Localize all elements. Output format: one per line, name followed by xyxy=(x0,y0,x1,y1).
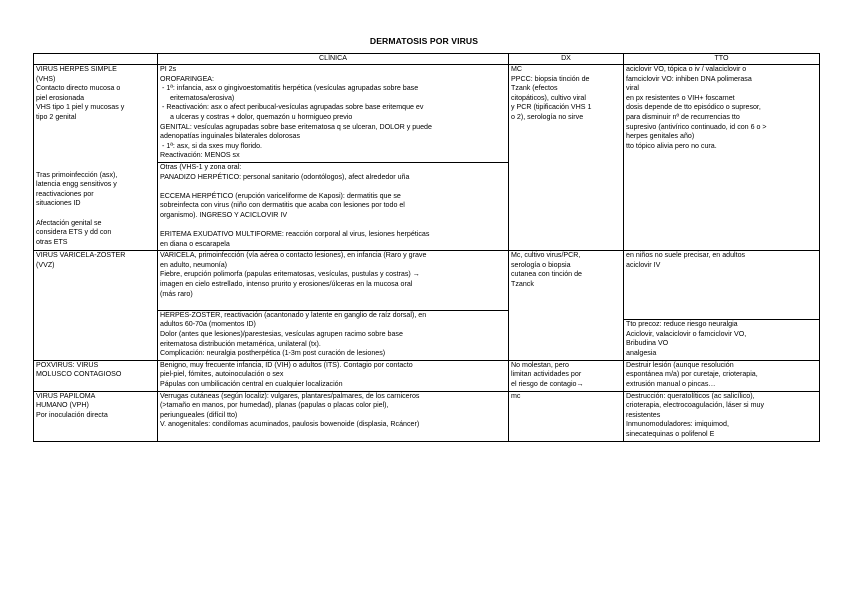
papiloma-tto-cell: Destrucción: queratolíticos (ac salicílico), crioterapia, electrocoagulación, láser si muy resistentes Inmunomoduladores: imiquimod, sinecatequinas o polifenol E xyxy=(624,391,820,441)
row-poxvirus xyxy=(34,360,820,391)
papiloma-name-cell: VIRUS PAPILOMA HUMANO (VPH) Por inoculación directa xyxy=(34,391,158,441)
poxvirus-name-cell: POXVIRUS: VIRUS MOLUSCO CONTAGIOSO xyxy=(34,360,158,391)
row-varicela-zoster xyxy=(34,251,820,361)
varicela-tto-cell xyxy=(624,251,820,361)
herpes-simple-notes: Tras primoinfección (asx), latencia engg sensitivos y reactivaciones por situaciones ID Afectación genital se considera ETS y dd con otras ETS xyxy=(36,170,118,246)
varicela-clinica-herpes-zoster: HERPES-ZOSTER, reactivación (acantonado y latente en ganglio de raíz dorsal), en adultos 60-70a (momentos ID) Dolor (antes que lesiones)/parestesias, vesículas agrupen racimo sobre base eritematosa distribución metamérica, unilateral (tx). Complicación: neuralgia postherpética (1-3m post curación de lesiones) xyxy=(158,310,508,360)
herpes-simple-tto-cell: aciclovir VO, tópica o iv / valaciclovir o famciclovir VO: inhiben DNA polimerasa viral en px resistentes o VIH+ foscarnet dosis depende de tto episódico o supresor, para disminuir nº de recurrencias tto supresivo (antivírico continuado, id con 6 o > herpes genitales año) tto tópico alivia pero no cura. xyxy=(624,65,820,251)
row-papiloma xyxy=(34,391,820,441)
varicela-name-cell: VIRUS VARICELA-ZOSTER (VVZ) xyxy=(34,251,158,361)
varicela-dx-cell: Mc, cultivo virus/PCR, serología o biopsia cutanea con tinción de Tzanck xyxy=(509,251,624,361)
herpes-simple-clinica-otras: Otras (VHS-1 y zona oral: PANADIZO HERPÉTICO: personal sanitario (odontólogos), afect alrededor uña ECCEMA HERPÉTICO (erupción variceliforme de Kaposi): dermatitis que se sobreinfecta con virus (niño con dermatitis que acaba con lesiones por todo el organismo). INGRESO Y ACICLOVIR IV ERITEMA EXUDATIVO MULTIFORME: reacción corporal al virus, lesiones herpéticas en diana o escarapela xyxy=(158,162,508,250)
row-herpes-simple xyxy=(34,65,820,251)
header-dx: DX xyxy=(509,54,624,65)
document-title: DERMATOSIS POR VIRUS xyxy=(369,36,479,46)
varicela-tto-zoster: Tto precoz: reduce riesgo neuralgia Aciclovir, valaciclovir o famciclovir VO, Bribudina VO analgesia xyxy=(624,319,819,359)
header-row xyxy=(34,54,820,65)
herpes-simple-name-cell xyxy=(34,65,158,251)
header-virus xyxy=(34,54,158,65)
herpes-simple-clinica-cell xyxy=(158,65,509,251)
varicela-clinica-primoinfeccion: VARICELA, primoinfección (vía aérea o contacto lesiones), en infancia (Raro y grave en adulto, neumonía) Fiebre, erupción polimorfa (papulas eritematosas, vesículas, pustulas y costras) → imagen en cielo estrellado, intenso prurito y erosiones/úlceras en la mucosa oral (más raro) xyxy=(160,251,427,298)
herpes-simple-clinica-main: PI 2s OROFARINGEA: - 1ª: infancia, asx o gingivoestomatitis herpética (vesículas agrupadas sobre base eritematosa/erosiva) - Reactivación: asx o afect peribucal-vesículas agrupadas sobre base eritemque ev a ulceras y costras + dolor, quemazón u hormigueo previo GENITAL: vesículas agrupadas sobre base eritematosa q se ulceran, DOLOR y puede adenopatías inguinales bilaterales dolorosas - 1ª: asx, si da sxes muy florido. Reactivación: MENOS sx xyxy=(160,65,432,160)
papiloma-dx-cell: mc xyxy=(509,391,624,441)
papiloma-clinica-cell: Verrugas cutáneas (según localiz): vulgares, plantares/palmares, de los carniceros (>tamaño en manos, por humedad), planas (papulas o placas color piel), periungueales (difícil tto) V. anogenitales: condilomas acuminados, paulosis bowenoide (displasia, Rcáncer) xyxy=(158,391,509,441)
poxvirus-tto-cell: Destruir lesión (aunque resolución espontánea m/a) por curetaje, crioterapia, extrusión manual o pincas… xyxy=(624,360,820,391)
header-clinica: CLÍNICA xyxy=(158,54,509,65)
poxvirus-dx-cell: No molestan, pero limitan actividades por el riesgo de contagio→ xyxy=(509,360,624,391)
poxvirus-clinica-cell: Benigno, muy frecuente infancia, ID (VIH) o adultos (ITS). Contagio por contacto piel-piel, fómites, autoinoculación o sex Pápulas con umbilicación central en cualquier localización xyxy=(158,360,509,391)
varicela-tto-varicela: en niños no suele precisar, en adultos aciclovir IV xyxy=(626,251,746,269)
herpes-simple-name: VIRUS HERPES SIMPLE (VHS) Contacto directo mucosa o piel erosionada VHS tipo 1 piel y mucosas y tipo 2 genital xyxy=(36,65,125,121)
header-tto: TTO xyxy=(624,54,820,65)
dermatosis-table xyxy=(33,53,820,442)
herpes-simple-dx-cell: MC PPCC: biopsia tinción de Tzank (efectos citopáticos), cultivo viral y PCR (tipificación VHS 1 o 2), serología no sirve xyxy=(509,65,624,251)
varicela-clinica-cell xyxy=(158,251,509,361)
